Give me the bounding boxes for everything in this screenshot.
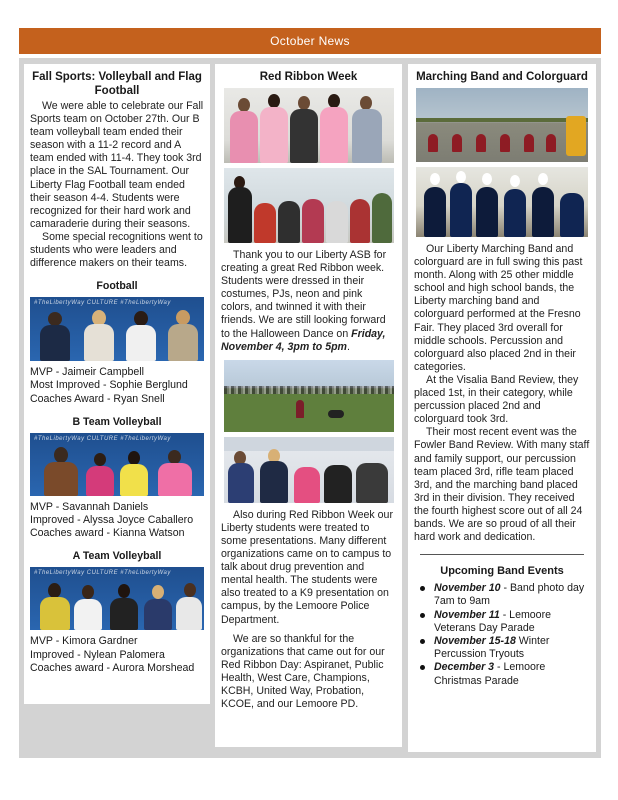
- red-ribbon-photo-presentations: [224, 437, 394, 503]
- bullet-icon: [420, 613, 425, 618]
- upcoming-events-title: Upcoming Band Events: [440, 565, 564, 578]
- event-item: November 15-18 Winter Percussion Tryouts: [414, 635, 590, 661]
- b-team-awards: [30, 501, 204, 541]
- photo-watermark: #TheLibertyWay CULTURE #TheLibertyWay: [34, 435, 171, 442]
- football-heading: Football: [96, 280, 138, 293]
- award-item: MVP - Jaimeir Campbell: [30, 366, 145, 379]
- award-item: Improved - Nylean Palomera: [30, 648, 165, 661]
- event-item: December 3 - Lemoore Christmas Parade: [414, 661, 590, 687]
- marching-band-photo-parade: [416, 88, 588, 162]
- red-ribbon-photo-k9-field: [224, 360, 394, 432]
- newsletter-banner: October News: [19, 28, 601, 54]
- red-ribbon-paragraph-2: Also during Red Ribbon Week our Liberty students were treated to some presentations. Many different organizations came on to campus to talk about drug prevention and mental health. The students were also treated to a K9 presentation on campus, by the Lemoore Police Department.: [221, 508, 393, 626]
- b-team-photo: [30, 433, 204, 496]
- event-item: November 10 - Band photo day 7am to 9am: [414, 582, 590, 608]
- award-item: Coaches award - Kianna Watson: [30, 527, 185, 540]
- fall-sports-heading: Fall Sports: Volleyball and Flag Football: [32, 71, 202, 97]
- bullet-icon: [420, 665, 425, 670]
- fall-sports-paragraph-2: Some special recognitions went to students who were leaders and difference makers on their teams.: [30, 230, 203, 270]
- award-item: Most Improved - Sophie Berglund: [30, 379, 188, 392]
- b-team-heading: B Team Volleyball: [72, 415, 162, 428]
- bullet-icon: [420, 586, 425, 591]
- upcoming-events: [414, 565, 590, 688]
- award-item: Improved - Alyssa Joyce Caballero: [30, 514, 194, 527]
- a-team-heading: A Team Volleyball: [72, 550, 162, 563]
- award-item: Coaches award - Aurora Morshead: [30, 661, 195, 674]
- bullet-icon: [420, 639, 425, 644]
- marching-band-paragraph-2: At the Visalia Band Review, they placed 1st, in their category, while percussion placed 2nd and colorguard took 3rd.: [414, 373, 579, 426]
- marching-band-photo-drumline: [416, 167, 588, 237]
- marching-band-column: [408, 64, 596, 752]
- award-item: Coaches Award - Ryan Snell: [30, 392, 165, 405]
- red-ribbon-column: [215, 64, 402, 747]
- football-photo: [30, 297, 204, 361]
- event-item: November 11 - Lemoore Veterans Day Parade: [414, 609, 590, 635]
- fall-sports-column: [24, 64, 210, 704]
- fall-sports-paragraph-1: We were able to celebrate our Fall Sports team on October 27th. Our B team volleyball team ended their season with a 11-2 record and A team ended with 11-4. They took 3rd place in the SAL Tournament. Our Liberty Flag Football team ended their season 4-4. Students were recognized for their hard work and camaraderie during their seasons.: [30, 100, 204, 230]
- red-ribbon-heading: Red Ribbon Week: [259, 71, 358, 83]
- marching-band-paragraph-1: Our Liberty Marching Band and colorguard are in full swing this past month. Along with 25 other middle school and high school bands, the Liberty marching band and colorguard performed at the Fresno Fair. They placed 3rd overall for middle schools. Percussion and colorguard also placed 2nd in their categories.: [414, 243, 583, 373]
- red-ribbon-photo-group-pink: [224, 88, 394, 163]
- a-team-awards: [30, 635, 204, 675]
- marching-band-heading: Marching Band and Colorguard: [416, 71, 588, 83]
- award-item: MVP - Savannah Daniels: [30, 500, 149, 513]
- a-team-photo: [30, 567, 204, 630]
- photo-watermark: #TheLibertyWay CULTURE #TheLibertyWay: [34, 570, 171, 577]
- red-ribbon-paragraph-1: Thank you to our Liberty ASB for creating a great Red Ribbon week. Students were dressed in their costumes, PJs, neon and pink colors, and twinned it with their friends. We are still looking forward to the Halloween Dance on Friday, November 4, 3pm to 5pm.: [221, 249, 387, 353]
- red-ribbon-photo-group-pajamas: [224, 168, 394, 243]
- photo-watermark: #TheLibertyWay CULTURE #TheLibertyWay: [34, 300, 171, 307]
- red-ribbon-paragraph-3: We are so thankful for the organizations that came out for our Red Ribbon Day: Aspiranet, Public Health, West Care, Champions, KCBH, United Way, Probation, KCOE, and our Lemoore PD.: [221, 632, 385, 711]
- section-divider: [420, 554, 584, 555]
- football-awards: [30, 366, 204, 406]
- award-item: MVP - Kimora Gardner: [30, 635, 138, 648]
- events-list: [414, 582, 590, 688]
- marching-band-paragraph-3: Their most recent event was the Fowler Band Review. With many staff and family support, our percussion team placed 3rd, rifle team placed 3rd, and the marching band placed 3rd in their division. They received the fourth highest score out of all 24 bands. We are so proud of all their hard work and dedication.: [414, 426, 590, 544]
